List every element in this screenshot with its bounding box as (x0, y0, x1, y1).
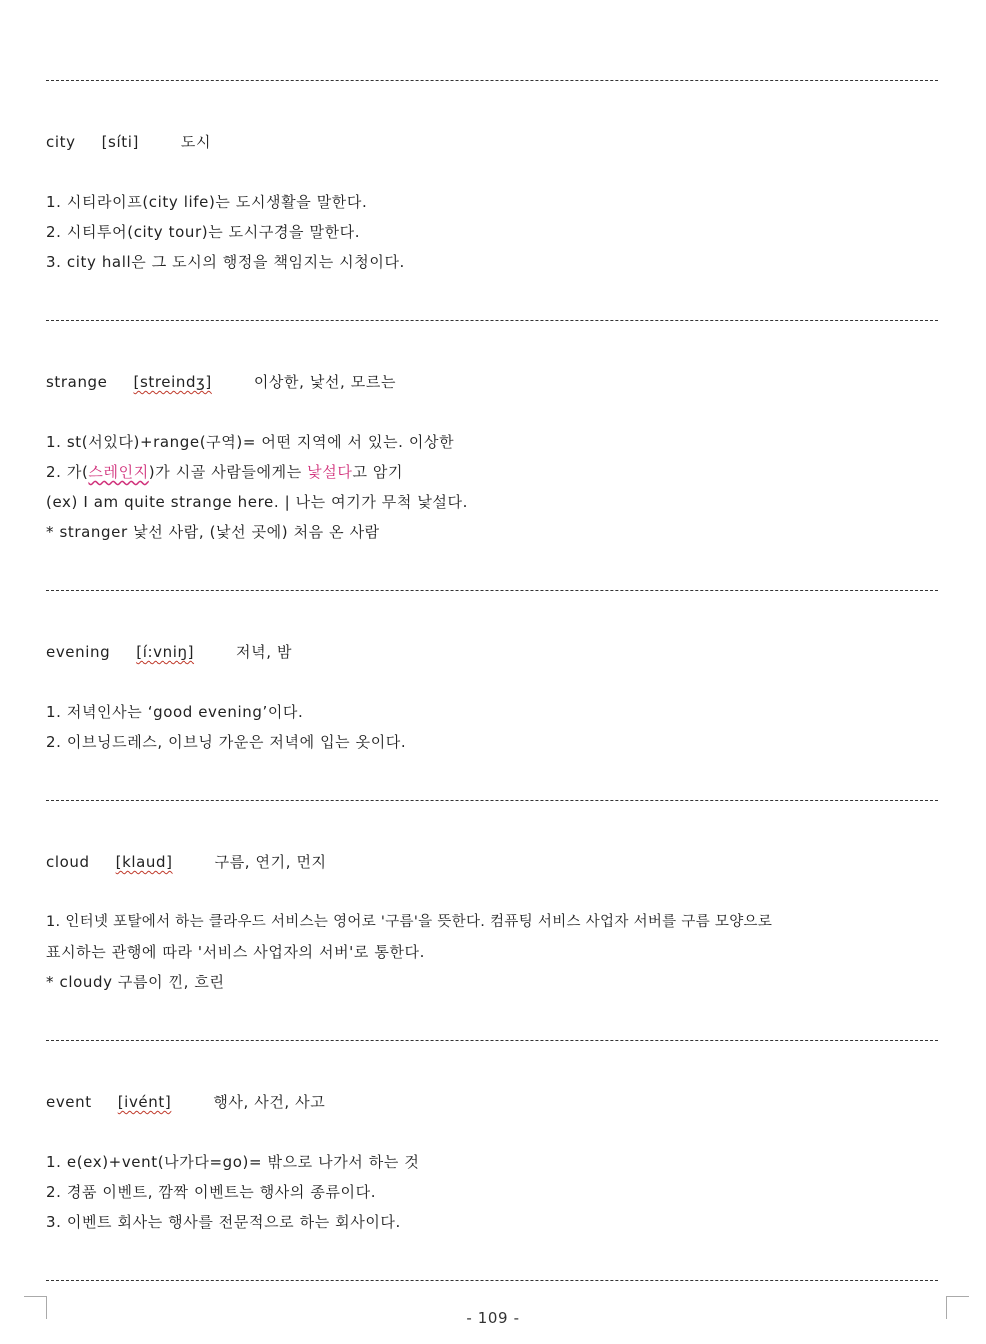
entry-line: 1. 인터넷 포탈에서 하는 클라우드 서비스는 영어로 '구름'을 뜻한다. 컴퓨팅 서비스 사업자 서버를 구름 모양으로 (46, 914, 773, 930)
entry-headword-strange (46, 372, 396, 392)
dashed-separator (46, 320, 938, 321)
dashed-separator (46, 1040, 938, 1041)
meaning: 도시 (180, 133, 212, 151)
entry-line-mnemonic (46, 462, 403, 482)
entry-derivative: * stranger 낯선 사람, (낯선 곳에) 처음 온 사람 (46, 523, 380, 541)
headword: cloud (46, 853, 90, 871)
entry-line: 1. 시티라이프(city life)는 도시생활을 말한다. (46, 193, 368, 211)
entry-line: 2. 이브닝드레스, 이브닝 가운은 저녁에 입는 옷이다. (46, 733, 407, 751)
meaning: 이상한, 낯선, 모르는 (253, 373, 397, 391)
highlighted-word: 스레인지 (88, 463, 149, 481)
meaning: 구름, 연기, 먼지 (214, 853, 327, 871)
pronunciation: [ivént] (117, 1093, 172, 1111)
page-number: - 109 - (466, 1309, 520, 1327)
dashed-separator (46, 1280, 938, 1281)
entry-headword-cloud (46, 852, 327, 872)
entry-headword-event (46, 1092, 325, 1112)
entry-line: 1. 저녁인사는 ‘good evening’이다. (46, 703, 304, 721)
pronunciation: [síti] (101, 133, 139, 151)
entry-line: 3. city hall은 그 도시의 행정을 책임지는 시청이다. (46, 253, 405, 271)
headword: strange (46, 373, 108, 391)
headword: event (46, 1093, 92, 1111)
pronunciation: [streindʒ] (133, 373, 212, 391)
entry-line: 1. e(ex)+vent(나가다=go)= 밖으로 나가서 하는 것 (46, 1153, 420, 1171)
dashed-separator (46, 590, 938, 591)
entry-example: (ex) I am quite strange here. | 나는 여기가 무척 낯설다. (46, 493, 468, 511)
text-segment: 2. 가( (46, 463, 89, 481)
dashed-separator (46, 80, 938, 81)
meaning: 저녁, 밤 (236, 643, 293, 661)
dashed-separator (46, 800, 938, 801)
headword: city (46, 133, 76, 151)
entry-headword-city (46, 132, 211, 152)
headword: evening (46, 643, 111, 661)
entry-line: 1. st(서있다)+range(구역)= 어떤 지역에 서 있는. 이상한 (46, 433, 455, 451)
pronunciation: [klaud] (115, 853, 173, 871)
entry-line: 2. 경품 이벤트, 깜짝 이벤트는 행사의 종류이다. (46, 1183, 377, 1201)
text-segment: 고 암기 (352, 463, 404, 481)
meaning: 행사, 사건, 사고 (213, 1093, 326, 1111)
entry-line: 3. 이벤트 회사는 행사를 전문적으로 하는 회사이다. (46, 1213, 401, 1231)
entry-headword-evening (46, 642, 292, 662)
pronunciation: [í:vniŋ] (136, 643, 195, 661)
entry-line: 표시하는 관행에 따라 '서비스 사업자의 서버'로 통한다. (46, 943, 426, 961)
entry-line: 2. 시티투어(city tour)는 도시구경을 말한다. (46, 223, 361, 241)
entry-derivative: * cloudy 구름이 낀, 흐린 (46, 973, 225, 991)
text-segment: )가 시골 사람들에게는 (148, 463, 308, 481)
highlighted-word: 낯설다 (307, 463, 353, 481)
